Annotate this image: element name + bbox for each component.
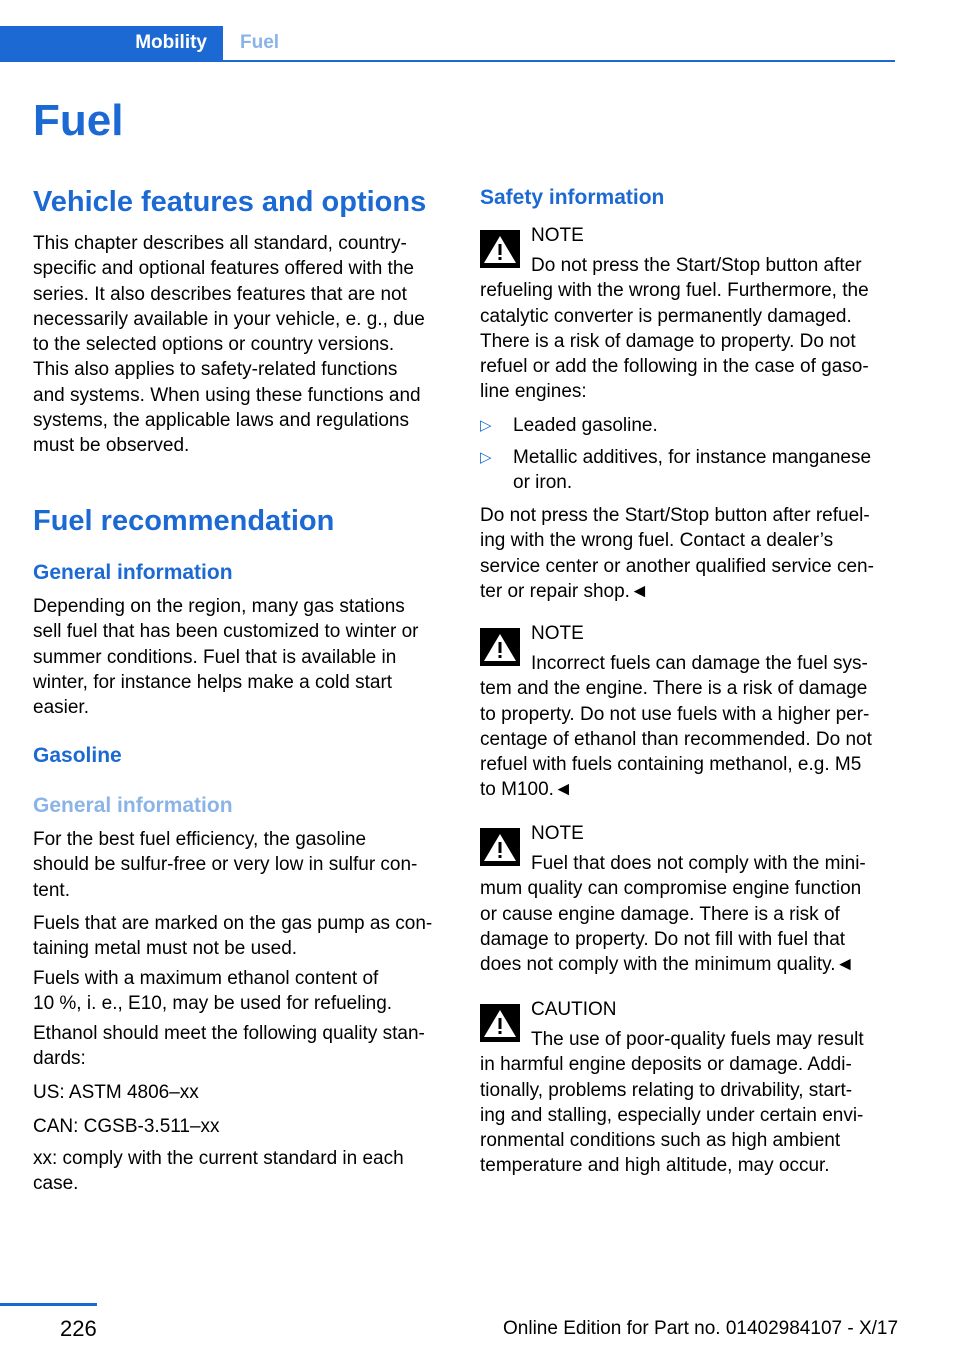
gasoline-paragraph-6: CAN: CGSB-3.511–xx <box>33 1116 220 1137</box>
general-information-heading: General information <box>33 561 233 584</box>
header-bar <box>0 26 895 62</box>
note-3-text: Fuel that does not comply with the mini- mum quality can compromise engine function or cause engine damage. There is a risk of damage to property. Do not fill with fuel that does not comply with the minimum quality.◄ <box>480 853 866 976</box>
bullet-marker-icon: ▷ <box>480 449 492 466</box>
gasoline-heading: Gasoline <box>33 744 122 767</box>
note-2-text: Incorrect fuels can damage the fuel sys- tem and the engine. There is a risk of damage to property. Do not use fuels with a higher per- centage of ethanol than recommended. Do not refuel with fuels containing methanol, e.g. M5 to M100.◄ <box>480 653 872 801</box>
gasoline-paragraph-4: Ethanol should meet the following quality stan- dards: <box>33 1023 425 1070</box>
safety-information-heading: Safety information <box>480 186 665 209</box>
gasoline-paragraph-3: Fuels with a maximum ethanol content of 10 %, i. e., E10, may be used for refueling. <box>33 968 393 1015</box>
vehicle-features-text: This chapter describes all standard, country- specific and optional features offered with the series. It also describes features that are not necessarily available in your vehicle, e. g., due to the selected options or country versions. This also applies to safety-related functions and systems. When using these functions and systems, the applicable laws and regulations must be observed. <box>33 233 425 457</box>
gasoline-paragraph-1: For the best fuel efficiency, the gasoline should be sulfur-free or very low in sulfur con- tent. <box>33 829 418 901</box>
page-title: Fuel <box>33 96 124 145</box>
fuel-recommendation-heading: Fuel recommendation <box>33 505 335 537</box>
footer-edition: Online Edition for Part no. 01402984107 - X/17 <box>503 1318 899 1339</box>
header-rule <box>0 60 895 62</box>
note-2-label: NOTE <box>531 623 584 644</box>
general-information-text: Depending on the region, many gas stations sell fuel that has been customized to winter or summer conditions. Fuel that is available in winter, for instance helps make a cold start easier. <box>33 596 419 719</box>
list-item-text: Leaded gasoline. <box>513 415 658 436</box>
tab-fuel[interactable]: Fuel <box>240 32 280 53</box>
note-3-label: NOTE <box>531 823 584 844</box>
gasoline-general-information-heading: General information <box>33 794 233 817</box>
list-item-text: Metallic additives, for instance manganese or iron. <box>513 447 872 494</box>
note-1-closing-text: Do not press the Start/Stop button after refuel- ing with the wrong fuel. Contact a dealer’s service center or another qualified service cen- ter or repair shop.◄ <box>480 505 874 602</box>
vehicle-features-heading: Vehicle features and options <box>33 186 427 218</box>
note-1-label: NOTE <box>531 225 584 246</box>
gasoline-paragraph-5: US: ASTM 4806–xx <box>33 1082 199 1103</box>
bullet-marker-icon: ▷ <box>480 417 492 434</box>
caution-text: The use of poor-quality fuels may result in harmful engine deposits or damage. Addi- tionally, problems relating to drivability, start- ing and stalling, especially under certain envi- ronmental conditions such as high ambient temperature and high altitude, may occur. <box>480 1029 864 1177</box>
gasoline-paragraph-2: Fuels that are marked on the gas pump as con- taining metal must not be used. <box>33 913 433 960</box>
page-number: 226 <box>60 1316 97 1341</box>
gasoline-paragraph-7: xx: comply with the current standard in each case. <box>33 1148 404 1195</box>
caution-label: CAUTION <box>531 999 617 1020</box>
tab-mobility[interactable]: Mobility <box>0 26 223 60</box>
footer-rule <box>0 1303 97 1306</box>
note-1-text: Do not press the Start/Stop button after refueling with the wrong fuel. Furthermore, the catalytic converter is permanently damaged. There is a risk of damage to property. Do not refuel or add the following in the case of gaso- line engines: <box>480 255 869 403</box>
